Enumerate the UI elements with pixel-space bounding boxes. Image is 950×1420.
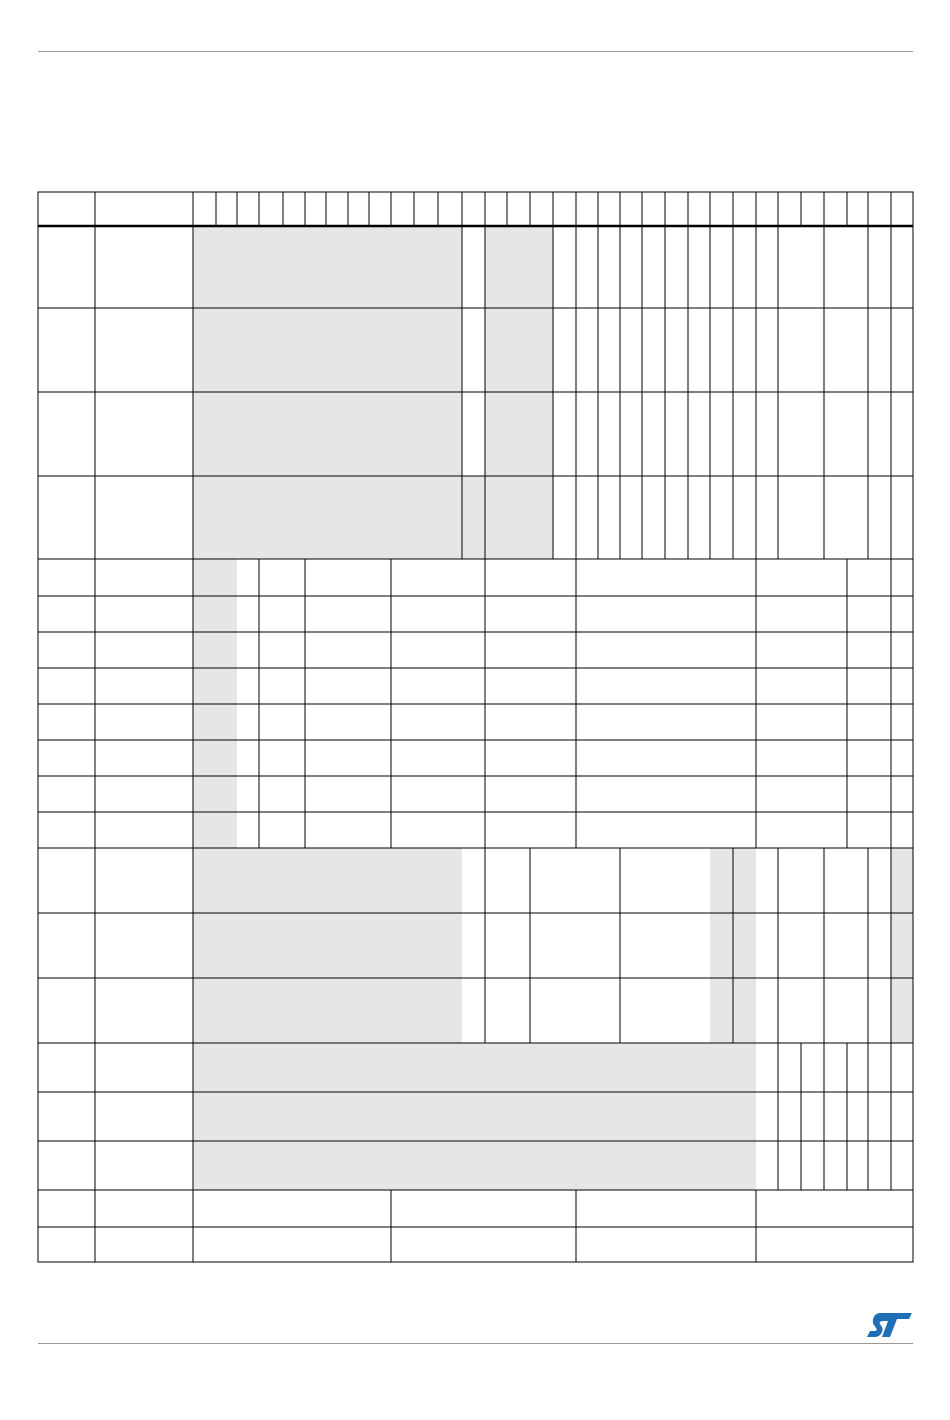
reserved-area <box>462 476 485 559</box>
reserved-area <box>193 392 462 476</box>
reserved-area <box>193 848 462 913</box>
reserved-area <box>485 226 553 308</box>
reserved-area <box>891 913 913 978</box>
reserved-area <box>891 978 913 1043</box>
st-logo-s <box>867 1313 912 1337</box>
footer-rule <box>38 1343 913 1344</box>
reserved-area <box>193 308 462 392</box>
reserved-area <box>193 1043 756 1190</box>
reserved-area <box>193 978 462 1043</box>
reserved-area <box>193 226 462 308</box>
reserved-area <box>485 308 553 392</box>
reserved-area <box>891 848 913 913</box>
st-logo-icon <box>866 1311 914 1339</box>
reserved-area <box>485 392 553 476</box>
reserved-area <box>193 476 462 559</box>
reserved-area <box>485 476 553 559</box>
reserved-area <box>193 913 462 978</box>
